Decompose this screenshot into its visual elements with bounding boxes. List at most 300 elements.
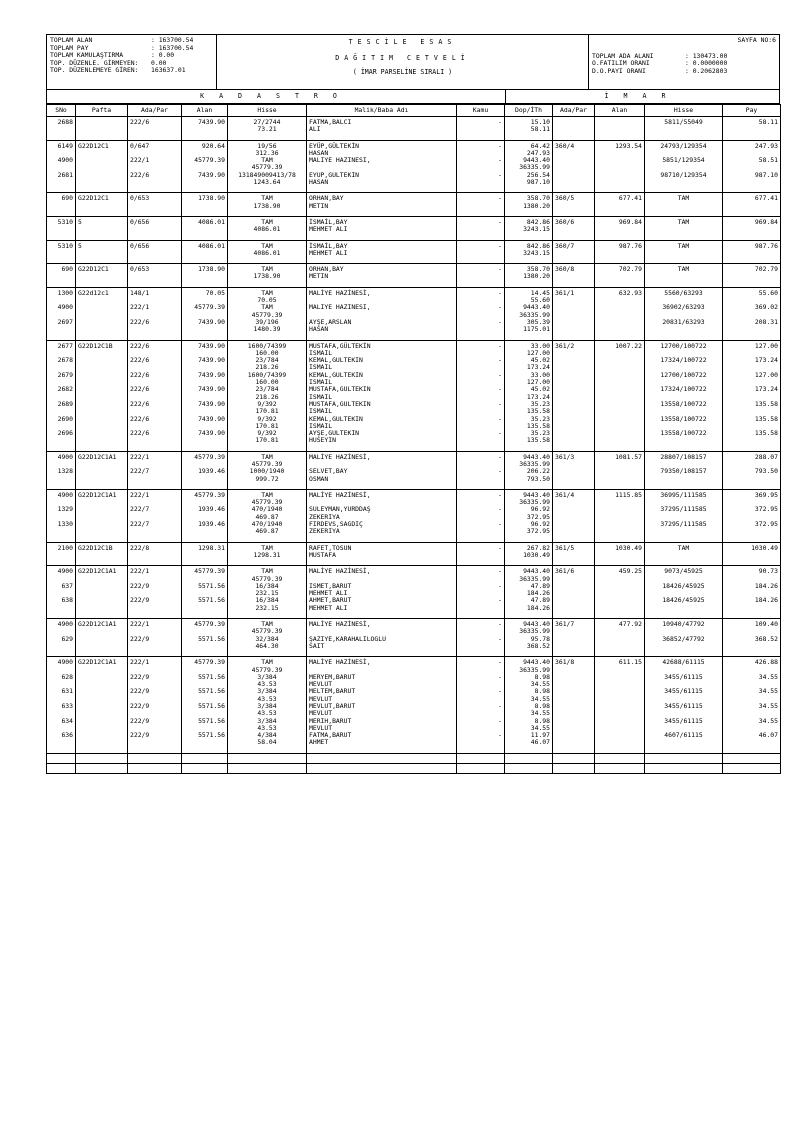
distribution-sheet xyxy=(46,34,780,774)
empty-cell xyxy=(182,753,228,763)
cell-imar-hisse: 3455/61115 xyxy=(645,703,723,710)
cell-imar-hisse xyxy=(645,476,723,490)
cell-pay: 90.73 xyxy=(723,566,781,576)
cell-kamu: - xyxy=(457,489,505,499)
cell-imar-hisse xyxy=(645,203,723,217)
cell-ada-par xyxy=(128,312,182,319)
cell-dop-ith: 9443.40 xyxy=(505,489,553,499)
table-row xyxy=(47,643,781,657)
empty-cell xyxy=(182,763,228,773)
cell-imar-alan xyxy=(595,423,645,430)
cell-pay: 987.76 xyxy=(723,240,781,250)
cell-malik: MERYEM,BARUT xyxy=(307,674,457,681)
cell-sno: 2678 xyxy=(47,357,76,364)
ratio-value: : 130473.00 xyxy=(685,51,728,60)
empty-cell xyxy=(307,763,457,773)
cell-imar-ada-par xyxy=(553,681,595,688)
cell-alan xyxy=(182,461,228,468)
cell-kamu xyxy=(457,514,505,521)
cell-malik xyxy=(307,667,457,674)
cell-pay: 426.88 xyxy=(723,657,781,667)
cell-pafta: G22d12c1 xyxy=(76,287,128,297)
cell-dop-ith: 173.24 xyxy=(505,364,553,371)
cell-pay xyxy=(723,312,781,319)
cell-hisse: TAM xyxy=(228,193,307,203)
cell-malik: MUSTAFA xyxy=(307,552,457,566)
cell-pay xyxy=(723,423,781,430)
cell-sno xyxy=(47,643,76,657)
cell-dop-ith: 34.55 xyxy=(505,681,553,688)
cell-dop-ith: 1380.20 xyxy=(505,203,553,217)
column-header: Dop/İTh xyxy=(505,105,553,117)
table-row xyxy=(47,528,781,542)
cell-imar-hisse xyxy=(645,576,723,583)
cell-malik: İSMAİL xyxy=(307,394,457,401)
cell-kamu: - xyxy=(457,619,505,629)
cell-kamu xyxy=(457,552,505,566)
cell-dop-ith: 58.11 xyxy=(505,126,553,140)
cell-imar-ada-par xyxy=(553,521,595,528)
table-row xyxy=(47,597,781,604)
cell-alan: 45779.39 xyxy=(182,489,228,499)
cell-pay: 34.55 xyxy=(723,674,781,681)
cell-imar-alan xyxy=(595,226,645,240)
cell-imar-ada-par: 360/8 xyxy=(553,264,595,274)
cell-imar-hisse: 79350/108157 xyxy=(645,468,723,475)
cell-dop-ith: 33.00 xyxy=(505,372,553,379)
cell-pafta: 5 xyxy=(76,216,128,226)
total-label: TOPLAM KAMULAŞTIRMA xyxy=(50,51,124,60)
cell-ada-par xyxy=(128,552,182,566)
table-row xyxy=(47,489,781,499)
cell-ada-par xyxy=(128,590,182,597)
cell-imar-hisse: 13558/100722 xyxy=(645,430,723,437)
cell-malik: MALİYE HAZİNESİ, xyxy=(307,304,457,311)
cell-alan: 1939.46 xyxy=(182,468,228,475)
document-title: TESCİLE ESAS xyxy=(348,38,457,46)
cell-dop-ith: 184.26 xyxy=(505,590,553,597)
cell-pay: 247.93 xyxy=(723,140,781,150)
cell-kamu xyxy=(457,379,505,386)
cell-imar-alan xyxy=(595,605,645,619)
table-row xyxy=(47,674,781,681)
cell-ada-par xyxy=(128,250,182,264)
cell-alan: 4086.01 xyxy=(182,240,228,250)
cell-imar-hisse: TAM xyxy=(645,240,723,250)
cell-imar-hisse xyxy=(645,326,723,340)
cell-dop-ith: 256.54 xyxy=(505,172,553,179)
cell-pafta xyxy=(76,350,128,357)
cell-sno: 629 xyxy=(47,636,76,643)
cell-hisse: 469.87 xyxy=(228,528,307,542)
cell-malik: RAFET,TOSUN xyxy=(307,542,457,552)
cell-hisse: 3/384 xyxy=(228,674,307,681)
cell-dop-ith: 96.92 xyxy=(505,521,553,528)
cell-sno xyxy=(47,408,76,415)
cell-sno: 638 xyxy=(47,597,76,604)
table-row xyxy=(47,583,781,590)
cell-malik: SAİT xyxy=(307,643,457,657)
table-row xyxy=(47,718,781,725)
cell-sno xyxy=(47,552,76,566)
table-row xyxy=(47,542,781,552)
cell-imar-alan xyxy=(595,514,645,521)
empty-cell xyxy=(645,763,723,773)
table-row xyxy=(47,696,781,703)
cell-imar-alan: 702.79 xyxy=(595,264,645,274)
cell-hisse: TAM xyxy=(228,566,307,576)
cell-imar-ada-par: 361/3 xyxy=(553,451,595,461)
cell-pafta xyxy=(76,226,128,240)
cell-malik: FİRDEVS,SAĞDIÇ xyxy=(307,521,457,528)
cell-kamu: - xyxy=(457,240,505,250)
cell-malik: MEVLÜT xyxy=(307,710,457,717)
cell-malik: MEHMET ALİ xyxy=(307,226,457,240)
cell-imar-ada-par xyxy=(553,203,595,217)
cell-sno xyxy=(47,203,76,217)
cell-imar-ada-par xyxy=(553,408,595,415)
cell-pay: 58.11 xyxy=(723,117,781,127)
cell-imar-ada-par xyxy=(553,514,595,521)
table-row xyxy=(47,703,781,710)
cell-ada-par: 222/9 xyxy=(128,732,182,739)
cell-imar-hisse xyxy=(645,643,723,657)
cell-imar-ada-par xyxy=(553,179,595,193)
cell-imar-ada-par xyxy=(553,718,595,725)
cell-pay: 184.26 xyxy=(723,583,781,590)
cell-imar-hisse: 10940/47792 xyxy=(645,619,723,629)
cell-hisse: 4086.01 xyxy=(228,226,307,240)
cell-ada-par: 0/653 xyxy=(128,193,182,203)
cell-imar-ada-par xyxy=(553,468,595,475)
cell-alan xyxy=(182,514,228,521)
cell-imar-hisse xyxy=(645,739,723,753)
cell-sno xyxy=(47,164,76,171)
cell-pafta: G22D12C1A1 xyxy=(76,489,128,499)
table-row xyxy=(47,117,781,127)
cell-kamu xyxy=(457,725,505,732)
cell-sno: 2100 xyxy=(47,542,76,552)
cell-dop-ith: 36335.99 xyxy=(505,164,553,171)
cell-imar-hisse: 17324/100722 xyxy=(645,357,723,364)
cell-imar-hisse xyxy=(645,710,723,717)
cell-sno: 6149 xyxy=(47,140,76,150)
cell-imar-ada-par xyxy=(553,297,595,304)
cell-pafta xyxy=(76,437,128,451)
table-row xyxy=(47,157,781,164)
cell-alan: 70.05 xyxy=(182,287,228,297)
empty-cell xyxy=(595,753,645,763)
cell-imar-ada-par xyxy=(553,688,595,695)
cell-imar-alan xyxy=(595,521,645,528)
table-row xyxy=(47,521,781,528)
cell-ada-par: 222/8 xyxy=(128,542,182,552)
cell-ada-par: 222/6 xyxy=(128,430,182,437)
cell-dop-ith: 34.55 xyxy=(505,725,553,732)
cell-imar-hisse xyxy=(645,126,723,140)
cell-malik: EYÜP,GÜLTEKİN xyxy=(307,140,457,150)
cell-kamu xyxy=(457,643,505,657)
cell-pafta xyxy=(76,304,128,311)
cell-pay xyxy=(723,681,781,688)
cell-ada-par xyxy=(128,643,182,657)
cell-imar-hisse xyxy=(645,667,723,674)
empty-cell xyxy=(76,763,128,773)
cell-hisse: 160.00 xyxy=(228,350,307,357)
cell-malik: KEMAL,GÜLTEKİN xyxy=(307,416,457,423)
cell-alan: 7439.90 xyxy=(182,117,228,127)
cell-pafta xyxy=(76,326,128,340)
cell-hisse: 9/392 xyxy=(228,416,307,423)
table-row xyxy=(47,372,781,379)
cell-imar-alan xyxy=(595,725,645,732)
cell-alan: 1939.46 xyxy=(182,521,228,528)
cell-sno: 2679 xyxy=(47,372,76,379)
cell-pay: 127.00 xyxy=(723,340,781,350)
cell-hisse: 232.15 xyxy=(228,590,307,597)
cell-imar-ada-par: 361/5 xyxy=(553,542,595,552)
cell-imar-alan xyxy=(595,576,645,583)
cell-alan: 5571.56 xyxy=(182,688,228,695)
cell-dop-ith: 372.95 xyxy=(505,528,553,542)
cell-dop-ith: 47.89 xyxy=(505,597,553,604)
table-row xyxy=(47,468,781,475)
cell-imar-alan xyxy=(595,703,645,710)
cell-kamu xyxy=(457,476,505,490)
cell-imar-hisse xyxy=(645,408,723,415)
cell-malik: EYÜP,GÜLTEKİN xyxy=(307,172,457,179)
cell-imar-ada-par xyxy=(553,597,595,604)
cell-ada-par xyxy=(128,681,182,688)
cell-pay: 372.95 xyxy=(723,506,781,513)
cell-alan xyxy=(182,203,228,217)
cell-kamu: - xyxy=(457,416,505,423)
table-row xyxy=(47,710,781,717)
cell-sno: 4900 xyxy=(47,489,76,499)
cell-sno: 1300 xyxy=(47,287,76,297)
table-row xyxy=(47,514,781,521)
cell-sno: 1330 xyxy=(47,521,76,528)
cell-malik: HÜSEYİN xyxy=(307,437,457,451)
cell-hisse: 45779.39 xyxy=(228,628,307,635)
cell-imar-ada-par xyxy=(553,643,595,657)
cell-dop-ith: 34.55 xyxy=(505,696,553,703)
cell-kamu xyxy=(457,528,505,542)
cell-kamu xyxy=(457,423,505,430)
cell-imar-alan xyxy=(595,476,645,490)
cell-pafta xyxy=(76,688,128,695)
cell-imar-ada-par xyxy=(553,312,595,319)
cell-kamu: - xyxy=(457,157,505,164)
cell-imar-hisse: 18426/45925 xyxy=(645,597,723,604)
cell-alan xyxy=(182,312,228,319)
cell-dop-ith: 45.02 xyxy=(505,357,553,364)
cell-sno xyxy=(47,437,76,451)
table-row xyxy=(47,619,781,629)
cell-pay xyxy=(723,297,781,304)
cell-sno xyxy=(47,628,76,635)
cell-imar-alan: 477.92 xyxy=(595,619,645,629)
cell-alan: 7439.90 xyxy=(182,372,228,379)
cell-imar-hisse xyxy=(645,528,723,542)
cell-pafta xyxy=(76,468,128,475)
cell-ada-par: 222/1 xyxy=(128,657,182,667)
cell-sno: 690 xyxy=(47,264,76,274)
cell-malik: OSMAN xyxy=(307,476,457,490)
cell-sno: 628 xyxy=(47,674,76,681)
cell-ada-par: 222/7 xyxy=(128,468,182,475)
cell-imar-ada-par xyxy=(553,394,595,401)
cell-imar-ada-par xyxy=(553,273,595,287)
cell-imar-ada-par xyxy=(553,304,595,311)
empty-cell xyxy=(128,763,182,773)
cell-sno: 2697 xyxy=(47,319,76,326)
table-row xyxy=(47,681,781,688)
cell-pay: 135.58 xyxy=(723,416,781,423)
cell-sno: 4900 xyxy=(47,157,76,164)
cell-imar-hisse: 37295/111585 xyxy=(645,506,723,513)
cell-ada-par: 222/6 xyxy=(128,357,182,364)
cell-dop-ith: 95.78 xyxy=(505,636,553,643)
cell-imar-ada-par xyxy=(553,423,595,430)
table-row xyxy=(47,319,781,326)
cell-imar-alan xyxy=(595,372,645,379)
cell-malik: MEHMET ALİ xyxy=(307,250,457,264)
cell-imar-ada-par xyxy=(553,674,595,681)
cell-dop-ith: 3243.15 xyxy=(505,250,553,264)
cell-alan xyxy=(182,423,228,430)
cell-alan xyxy=(182,499,228,506)
cell-hisse: TAM xyxy=(228,451,307,461)
cell-pay: 34.55 xyxy=(723,718,781,725)
cell-dop-ith: 247.93 xyxy=(505,150,553,157)
cell-ada-par xyxy=(128,437,182,451)
cell-dop-ith: 11.97 xyxy=(505,732,553,739)
cell-kamu xyxy=(457,628,505,635)
table-row xyxy=(47,172,781,179)
cell-alan: 920.64 xyxy=(182,140,228,150)
table-row xyxy=(47,326,781,340)
empty-cell xyxy=(723,763,781,773)
cell-imar-hisse: TAM xyxy=(645,542,723,552)
cell-dop-ith: 34.55 xyxy=(505,710,553,717)
cell-ada-par xyxy=(128,350,182,357)
cell-imar-ada-par xyxy=(553,250,595,264)
cell-imar-alan xyxy=(595,636,645,643)
cell-imar-hisse xyxy=(645,226,723,240)
cell-ada-par xyxy=(128,203,182,217)
cell-pafta xyxy=(76,372,128,379)
cell-imar-ada-par xyxy=(553,710,595,717)
cell-ada-par: 222/6 xyxy=(128,386,182,393)
cell-malik xyxy=(307,499,457,506)
cell-imar-hisse xyxy=(645,423,723,430)
cell-imar-alan xyxy=(595,304,645,311)
cell-pafta xyxy=(76,583,128,590)
cell-imar-hisse: 36852/47792 xyxy=(645,636,723,643)
cell-imar-hisse: 5811/55049 xyxy=(645,117,723,127)
cell-malik: MEVLÜT xyxy=(307,725,457,732)
cell-kamu xyxy=(457,576,505,583)
cell-imar-hisse: 18426/45925 xyxy=(645,583,723,590)
table-body xyxy=(47,117,781,774)
cell-hisse: 4086.01 xyxy=(228,250,307,264)
cell-imar-ada-par xyxy=(553,386,595,393)
cell-kamu xyxy=(457,696,505,703)
cell-imar-ada-par xyxy=(553,696,595,703)
cell-alan xyxy=(182,576,228,583)
cell-pay xyxy=(723,326,781,340)
cell-hisse: 70.05 xyxy=(228,297,307,304)
cell-kamu: - xyxy=(457,340,505,350)
cell-pay: 173.24 xyxy=(723,357,781,364)
cell-sno xyxy=(47,312,76,319)
cell-kamu: - xyxy=(457,172,505,179)
cell-malik: ALİ xyxy=(307,126,457,140)
cell-imar-ada-par xyxy=(553,739,595,753)
cell-imar-alan xyxy=(595,319,645,326)
cell-alan xyxy=(182,681,228,688)
cell-malik: MEHMET ALİ xyxy=(307,605,457,619)
cell-hisse: 232.15 xyxy=(228,605,307,619)
cell-pafta xyxy=(76,710,128,717)
table-row xyxy=(47,576,781,583)
cell-kamu: - xyxy=(457,264,505,274)
table-row xyxy=(47,725,781,732)
cell-imar-ada-par: 361/8 xyxy=(553,657,595,667)
cell-sno: 4900 xyxy=(47,566,76,576)
section-header xyxy=(46,90,780,104)
table-row xyxy=(47,605,781,619)
cell-malik: İSMAİL xyxy=(307,423,457,430)
empty-cell xyxy=(128,753,182,763)
cell-imar-alan xyxy=(595,583,645,590)
cell-kamu xyxy=(457,326,505,340)
cell-sno: 690 xyxy=(47,193,76,203)
cell-ada-par xyxy=(128,164,182,171)
cell-pay: 208.31 xyxy=(723,319,781,326)
cell-pay: 793.50 xyxy=(723,468,781,475)
cell-pay: 677.41 xyxy=(723,193,781,203)
cell-dop-ith: 305.39 xyxy=(505,319,553,326)
cell-hisse: 312.36 xyxy=(228,150,307,157)
cell-malik: İSMAİL xyxy=(307,364,457,371)
cell-sno xyxy=(47,379,76,386)
cell-ada-par: 222/6 xyxy=(128,372,182,379)
cell-ada-par: 222/6 xyxy=(128,401,182,408)
cell-pay xyxy=(723,499,781,506)
cell-imar-ada-par xyxy=(553,350,595,357)
cell-ada-par: 222/9 xyxy=(128,583,182,590)
cell-ada-par: 148/1 xyxy=(128,287,182,297)
cell-malik: SELVET,BAY xyxy=(307,468,457,475)
cell-imar-alan xyxy=(595,710,645,717)
cell-hisse: 1000/1940 xyxy=(228,468,307,475)
cell-hisse: 3/384 xyxy=(228,718,307,725)
cell-sno: 4900 xyxy=(47,657,76,667)
cell-kamu: - xyxy=(457,401,505,408)
table-row xyxy=(47,340,781,350)
cell-imar-hisse: TAM xyxy=(645,216,723,226)
cell-ada-par xyxy=(128,476,182,490)
cell-dop-ith: 184.26 xyxy=(505,605,553,619)
cell-pafta xyxy=(76,667,128,674)
cell-ada-par xyxy=(128,394,182,401)
cell-malik: MEVLÜT xyxy=(307,696,457,703)
cell-alan: 45779.39 xyxy=(182,451,228,461)
cell-imar-ada-par: 360/6 xyxy=(553,216,595,226)
empty-cell xyxy=(228,763,307,773)
